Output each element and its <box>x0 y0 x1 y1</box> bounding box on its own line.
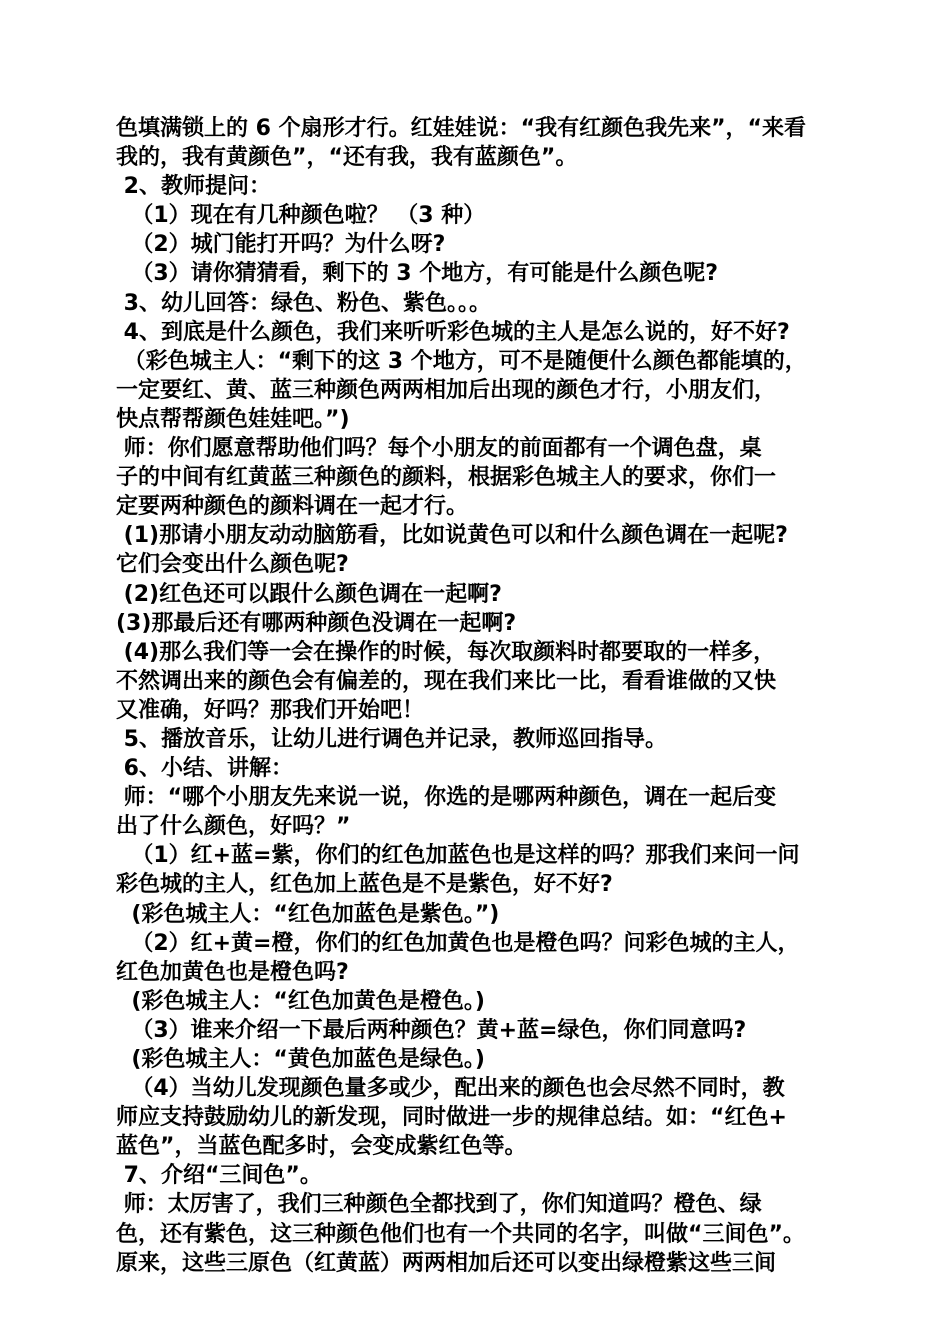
text-line: (1)那请小朋友动动脑筋看，比如说黄色可以和什么颜色调在一起呢? <box>116 523 788 549</box>
text-line: （3）谁来介绍一下最后两种颜色？黄+蓝=绿色，你们同意吗? <box>116 1017 747 1043</box>
text-line: 色，还有紫色，这三种颜色他们也有一个共同的名字，叫做“三间色”。 <box>116 1221 805 1247</box>
text-line: 不然调出来的颜色会有偏差的，现在我们来比一比，看看谁做的又快 <box>116 668 777 694</box>
text-line: （1）现在有几种颜色啦？ （3 种） <box>116 203 486 229</box>
text-line: 子的中间有红黄蓝三种颜色的颜料，根据彩色城主人的要求，你们一 <box>116 465 777 491</box>
text-line: （3）请你猜猜看，剩下的 3 个地方，有可能是什么颜色呢? <box>116 261 719 287</box>
text-line: 师：你们愿意帮助他们吗？每个小朋友的前面都有一个调色盘，桌 <box>116 436 762 462</box>
text-line: (2)红色还可以跟什么颜色调在一起啊? <box>116 581 502 607</box>
text-line: 一定要红、黄、蓝三种颜色两两相加后出现的颜色才行，小朋友们， <box>116 377 777 403</box>
section-heading: 3、幼儿回答：绿色、粉色、紫色。。。 <box>116 290 491 316</box>
text-line: (3)那最后还有哪两种颜色没调在一起啊? <box>116 610 517 636</box>
text-line: (彩色城主人：“红色加黄色是橙色。) <box>116 988 485 1014</box>
text-line: 我的，我有黄颜色”，“还有我，我有蓝颜色”。 <box>116 145 578 171</box>
section-heading: 6、小结、讲解： <box>116 756 293 782</box>
text-line: 原来，这些三原色（红黄蓝）两两相加后还可以变出绿橙紫这些三间 <box>116 1250 777 1276</box>
text-line: 师：太厉害了，我们三种颜色全都找到了，你们知道吗？橙色、绿 <box>116 1192 762 1218</box>
text-line: （2）红+黄=橙，你们的红色加黄色也是橙色吗？问彩色城的主人， <box>116 930 800 956</box>
text-line: 快点帮帮颜色娃娃吧。”) <box>116 406 350 432</box>
text-line: 师：“哪个小朋友先来说一说，你选的是哪两种颜色，调在一起后变 <box>116 785 777 811</box>
section-heading: 7、介绍“三间色”。 <box>116 1163 322 1189</box>
text-line: 出了什么颜色，好吗？” <box>116 814 351 840</box>
section-heading: 2、教师提问： <box>116 174 271 200</box>
text-line: （彩色城主人：“剩下的这 3 个地方，可不是随便什么颜色都能填的， <box>116 348 807 374</box>
text-line: (彩色城主人：“黄色加蓝色是绿色。) <box>116 1047 485 1072</box>
text-line: 红色加黄色也是橙色吗? <box>116 959 349 985</box>
text-line: (彩色城主人：“红色加蓝色是紫色。”) <box>116 901 500 927</box>
document-body <box>116 114 840 1278</box>
text-line: （4）当幼儿发现颜色量多或少，配出来的颜色也会尽然不同时，教 <box>116 1076 785 1102</box>
text-line: （1）红+蓝=紫，你们的红色加蓝色也是这样的吗？那我们来问一问 <box>116 843 800 869</box>
section-heading: 5、播放音乐，让幼儿进行调色并记录，教师巡回指导。 <box>116 726 667 752</box>
text-line: 蓝色”，当蓝色配多时，会变成紫红色等。 <box>116 1134 527 1160</box>
text-line: 定要两种颜色的颜料调在一起才行。 <box>116 494 469 520</box>
text-line: （2）城门能打开吗？为什么呀? <box>116 232 446 258</box>
text-line: 色填满锁上的 6 个扇形才行。红娃娃说：“我有红颜色我先来”，“来看 <box>116 116 807 141</box>
text-line: 彩色城的主人，红色加上蓝色是不是紫色，好不好? <box>116 872 613 898</box>
text-line: 又准确，好吗？那我们开始吧！ <box>116 697 425 723</box>
text-line: 它们会变出什么颜色呢? <box>116 552 349 578</box>
text-line: (4)那么我们等一会在操作的时候，每次取颜料时都要取的一样多， <box>116 639 776 665</box>
section-heading: 4、到底是什么颜色，我们来听听彩色城的主人是怎么说的，好不好? <box>116 319 790 345</box>
text-line: 师应支持鼓励幼儿的新发现，同时做进一步的规律总结。如：“红色+ <box>116 1105 787 1131</box>
